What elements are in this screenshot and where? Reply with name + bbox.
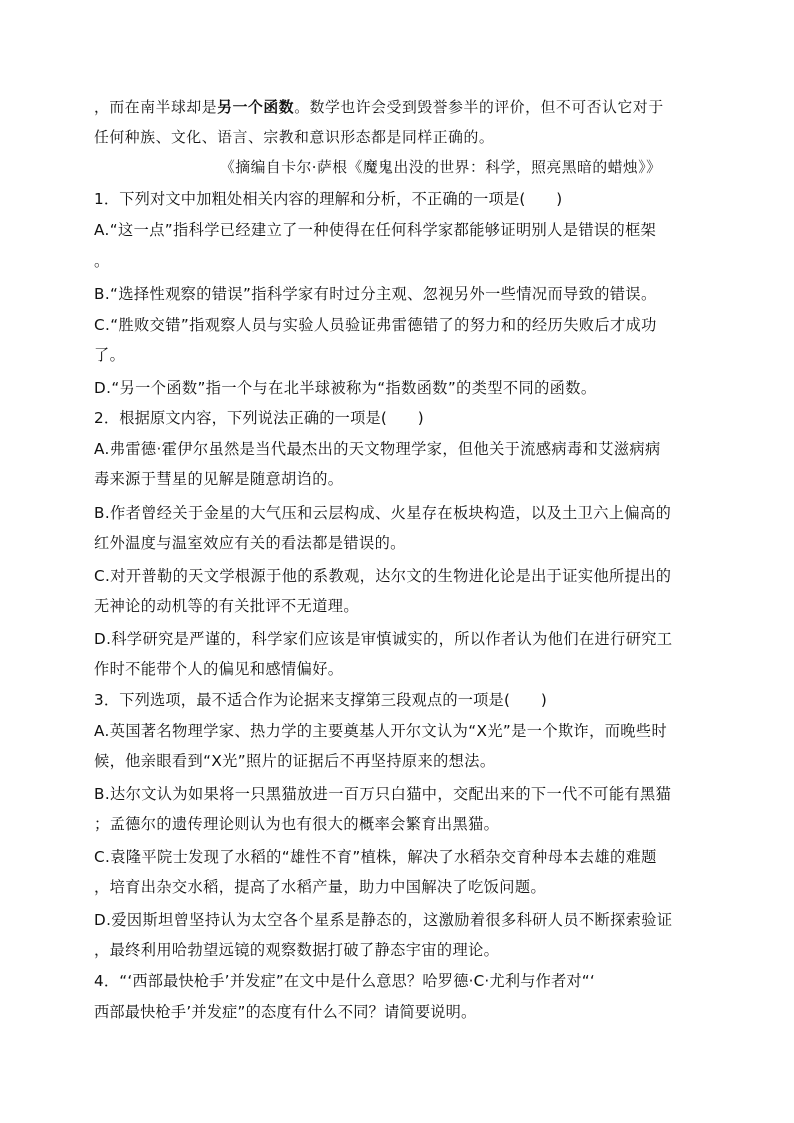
question-1-option-a: A.“这一点”指科学已经建立了一种使得在任何科学家都能够证明别人是错误的框架: [94, 221, 657, 239]
question-1-option-c-cont: 了。: [94, 346, 126, 364]
question-3-stem: 3．下列选项，最不适合作为论据来支撑第三段观点的一项是( ): [94, 691, 547, 709]
question-2-option-d: D.科学研究是严谨的，科学家们应该是审慎诚实的，所以作者认为他们在进行研究工: [94, 630, 673, 648]
question-1-stem: 1．下列对文中加粗处相关内容的理解和分析，不正确的一项是( ): [94, 190, 563, 208]
question-2-stem: 2．根据原文内容，下列说法正确的一项是( ): [94, 409, 424, 427]
source-citation: 《摘编自卡尔·萨根《魔鬼出没的世界：科学，照亮黑暗的蜡烛》》: [220, 159, 662, 176]
passage-text: ，而在南半球却是: [94, 99, 218, 116]
question-1-option-d: D.“另一个函数”指一个与在北半球被称为“指数函数”的类型不同的函数。: [94, 379, 597, 397]
question-4-stem: 4．“‘西部最快枪手’并发症”在文中是什么意思？哈罗德·C·尤利与作者对“‘: [94, 972, 595, 990]
passage-line-1: [94, 97, 706, 119]
passage-text: 。数学也许会受到毁誉参半的评价，但不可否认它对于: [294, 99, 664, 116]
question-4-stem-cont: 西部最快枪手’并发症”的态度有什么不同？请简要说明。: [94, 1003, 477, 1021]
question-2-option-a: A.弗雷德·霍伊尔虽然是当代最杰出的天文物理学家，但他关于流感病毒和艾滋病病: [94, 440, 661, 458]
question-1-option-c: C.“胜败交错”指观察人员与实验人员验证弗雷德错了的努力和的经历失败后才成功: [94, 316, 657, 334]
question-2-option-a-cont: 毒来源于彗星的见解是随意胡诌的。: [94, 470, 344, 488]
question-2-option-c: C.对开普勒的天文学根源于他的系教观，达尔文的生物进化论是出于证实他所提出的: [94, 567, 672, 585]
question-1-option-b: B.“选择性观察的错误”指科学家有时过分主观、忽视另外一些情况而导致的错误。: [94, 285, 657, 303]
question-3-option-a: A.英国著名物理学家、热力学的主要奠基人开尔文认为“X光”是一个欺诈，而晚些时: [94, 722, 668, 740]
question-1-option-a-cont: 。: [94, 252, 110, 270]
question-3-option-b: B.达尔文认为如果将一只黑猫放进一百万只白猫中，交配出来的下一代不可能有黑猫: [94, 785, 672, 803]
question-3-option-d-cont: ，最终利用哈勃望远镜的观察数据打破了静态宇宙的理论。: [94, 941, 500, 959]
question-2-option-b-cont: 红外温度与温室效应有关的看法都是错误的。: [94, 534, 406, 552]
question-3-option-a-cont: 候，他亲眼看到“X光”照片的证据后不再坚持原来的想法。: [94, 752, 496, 770]
question-3-option-d: D.爱因斯坦曾坚持认为太空各个星系是静态的，这激励着很多科研人员不断探索验证: [94, 911, 673, 929]
question-3-option-b-cont: ；孟德尔的遗传理论则认为也有很大的概率会繁育出黑猫。: [94, 815, 500, 833]
question-2-option-c-cont: 无神论的动机等的有关批评不无道理。: [94, 597, 359, 615]
question-3-option-c-cont: ，培育出杂交水稻，提高了水稻产量，助力中国解决了吃饭问题。: [94, 878, 547, 896]
bold-term-another-function: 另一个函数: [217, 99, 295, 116]
question-2-option-d-cont: 作时不能带个人的偏见和感情偏好。: [94, 660, 344, 678]
question-2-option-b: B.作者曾经关于金星的大气压和云层构成、火星存在板块构造，以及土卫六上偏高的: [94, 504, 672, 522]
passage-line-2: 任何种族、文化、语言、宗教和意识形态都是同样正确的。: [94, 129, 495, 146]
question-3-option-c: C.袁隆平院士发现了水稻的“雄性不育”植株，解决了水稻杂交育种母本去雄的难题: [94, 848, 657, 866]
